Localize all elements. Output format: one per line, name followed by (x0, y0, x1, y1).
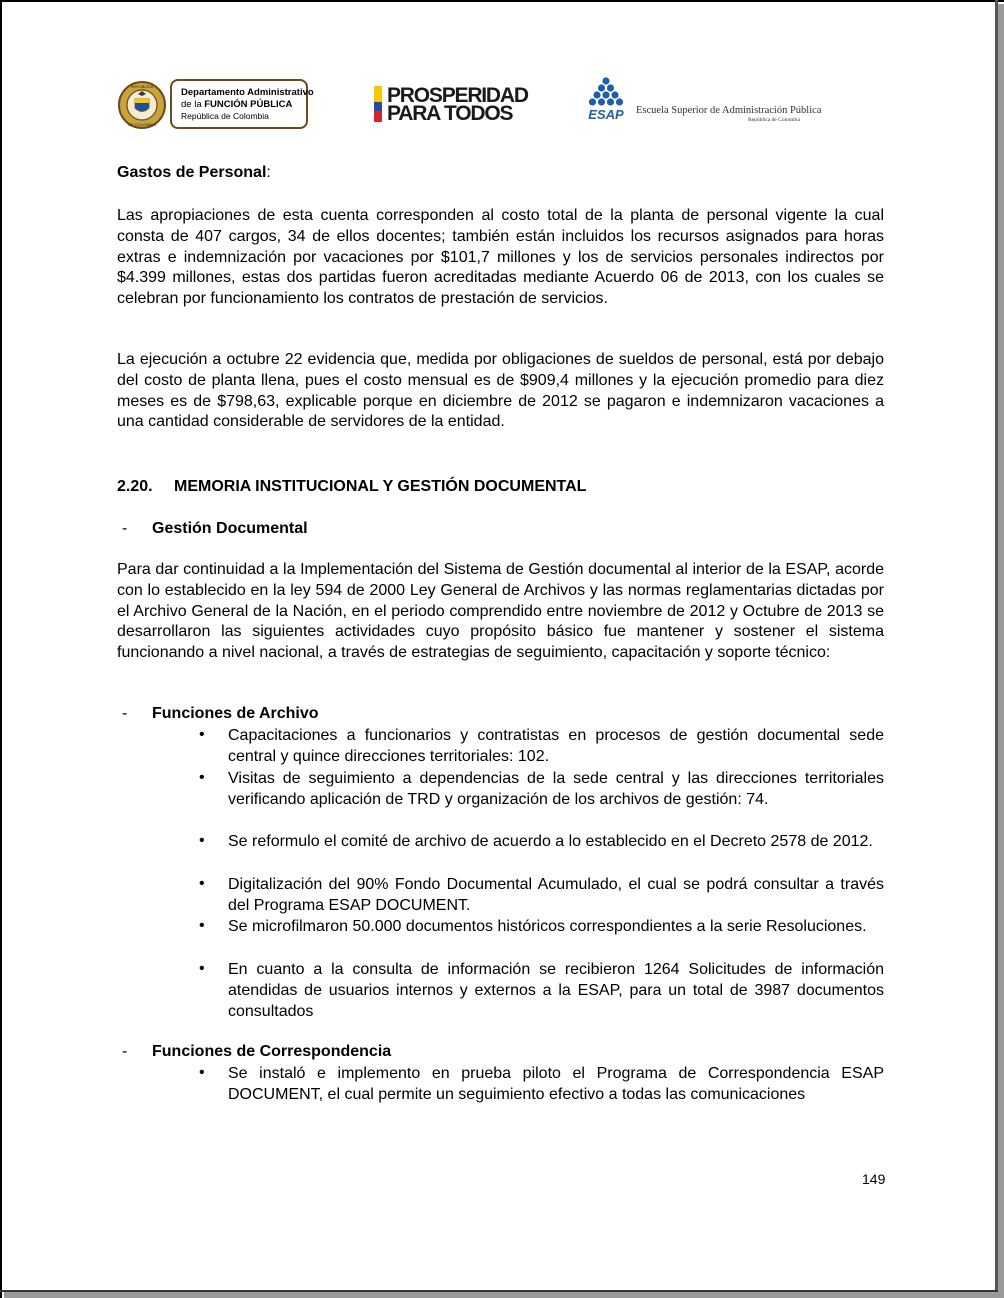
correspondencia-item-1: Se instaló e implemento en prueba piloto el Programa de Correspondencia ESAP DOCUMENT, el cual permite un seguimiento efectivo a todas las comunicaciones (228, 1065, 884, 1103)
page-border-top (0, 0, 1004, 2)
page-shadow-bottom (4, 1292, 1004, 1298)
archivo-bullet-5: • (199, 917, 205, 934)
funcion-publica-line2 (181, 99, 292, 110)
correspondencia-bullet-1: • (199, 1064, 205, 1081)
flag-red-bar (374, 111, 382, 122)
archivo-bullet-6: • (199, 960, 205, 977)
correspondencia-heading: Funciones de Correspondencia (152, 1043, 392, 1060)
gastos-heading-colon: : (266, 164, 271, 181)
prosperidad-line1: PROSPERIDAD (387, 84, 528, 107)
funcion-publica-line1: Departamento Administrativo (181, 87, 314, 98)
archivo-dash: - (122, 705, 128, 722)
funcion-publica-prefix: de la (181, 99, 205, 110)
funcion-publica-line3: República de Colombia (181, 111, 269, 121)
archivo-item-1: Capacitaciones a funcionarios y contratistas en procesos de gestión documental sede central y quince direcciones territoriales: 102. (228, 727, 884, 765)
gastos-paragraph-1: Las apropiaciones de esta cuenta corresponden al costo total de la planta de personal vigente la cual consta de 407 cargos, 34 de ellos docentes; también están incluidos los recursos asignados para horas extras e indemnización por vacaciones por $101,7 millones y los de servicios personales indirectos por $4.399 millones, estas dos partidas fueron acreditadas mediante Acuerdo 06 de 2013, con los cuales se celebran por funcionamiento los contratos de prestación de servicios. (117, 207, 884, 308)
funcion-publica-logo (118, 79, 314, 131)
archivo-item-6: En cuanto a la consulta de información se recibieron 1264 Solicitudes de información atendidas de usuarios internos y externos a la ESAP, para un total de 3987 documentos consultados (228, 961, 884, 1020)
correspondencia-dash: - (122, 1043, 128, 1060)
colombia-seal-icon (118, 79, 166, 131)
archivo-bullet-3: • (199, 832, 205, 849)
gestion-dash: - (122, 520, 128, 537)
esap-subtitle: República de Colombia (748, 117, 800, 123)
flag-yellow-bar (374, 86, 382, 102)
archivo-bullet-2: • (199, 769, 205, 786)
archivo-bullet-4: • (199, 875, 205, 892)
esap-name: Escuela Superior de Administración Pública (636, 105, 822, 116)
gestion-paragraph: Para dar continuidad a la Implementación del Sistema de Gestión documental al interior de la ESAP, acorde con lo establecido en la ley 594 de 2000 Ley General de Archivos y las normas reglamentarias dictadas por el Archivo General de la Nación, en el periodo comprendido entre noviembre de 2012 y Octubre de 2013 se desarrollaron las siguientes actividades cuyo propósito básico fue mantener y sostener el sistema funcionando a nivel nacional, a través de estrategias de seguimiento, capacitación y soporte técnico: (117, 561, 884, 662)
flag-blue-bar (374, 102, 382, 111)
archivo-item-5: Se microfilmaron 50.000 documentos históricos correspondientes a la serie Resoluciones. (228, 918, 867, 935)
svg-text:REPUBLICA: REPUBLICA (130, 84, 154, 89)
svg-text:DE COLOMBIA: DE COLOMBIA (128, 122, 156, 127)
gastos-heading (117, 164, 271, 182)
svg-text:ESAP: ESAP (588, 107, 624, 122)
esap-logo (578, 77, 822, 127)
page-border-left (0, 0, 2, 1298)
gestion-heading: Gestión Documental (152, 520, 308, 537)
archivo-item-3: Se reformulo el comité de archivo de acuerdo a lo establecido en el Decreto 2578 de 2012. (228, 833, 873, 850)
section-title: MEMORIA INSTITUCIONAL Y GESTIÓN DOCUMENTAL (174, 478, 587, 495)
prosperidad-line2: PARA TODOS (387, 102, 513, 125)
page-number: 149 (862, 1171, 886, 1187)
archivo-item-2: Visitas de seguimiento a dependencias de la sede central y las direcciones territoriales verificando aplicación de TRD y organización de los archivos de gestión: 74. (228, 770, 884, 808)
esap-dots-icon (578, 77, 634, 123)
prosperidad-logo (374, 86, 526, 126)
funcion-publica-name: FUNCIÓN PÚBLICA (204, 99, 293, 110)
page-shadow-right (998, 4, 1004, 1298)
archivo-bullet-1: • (199, 726, 205, 743)
gastos-heading-text: Gastos de Personal (117, 164, 267, 181)
section-number: 2.20. (117, 478, 153, 495)
archivo-item-4: Digitalización del 90% Fondo Documental Acumulado, el cual se podrá consultar a través del Programa ESAP DOCUMENT. (228, 876, 884, 914)
archivo-heading: Funciones de Archivo (152, 705, 319, 722)
gastos-paragraph-2: La ejecución a octubre 22 evidencia que, medida por obligaciones de sueldos de personal, está por debajo del costo de planta llena, pues el costo mensual es de $909,4 millones y la ejecución promedio para diez meses es de $798,63, explicable porque en diciembre de 2012 se pagaron e indemnizaron vacaciones a una cantidad considerable de servidores de la entidad. (117, 351, 884, 431)
